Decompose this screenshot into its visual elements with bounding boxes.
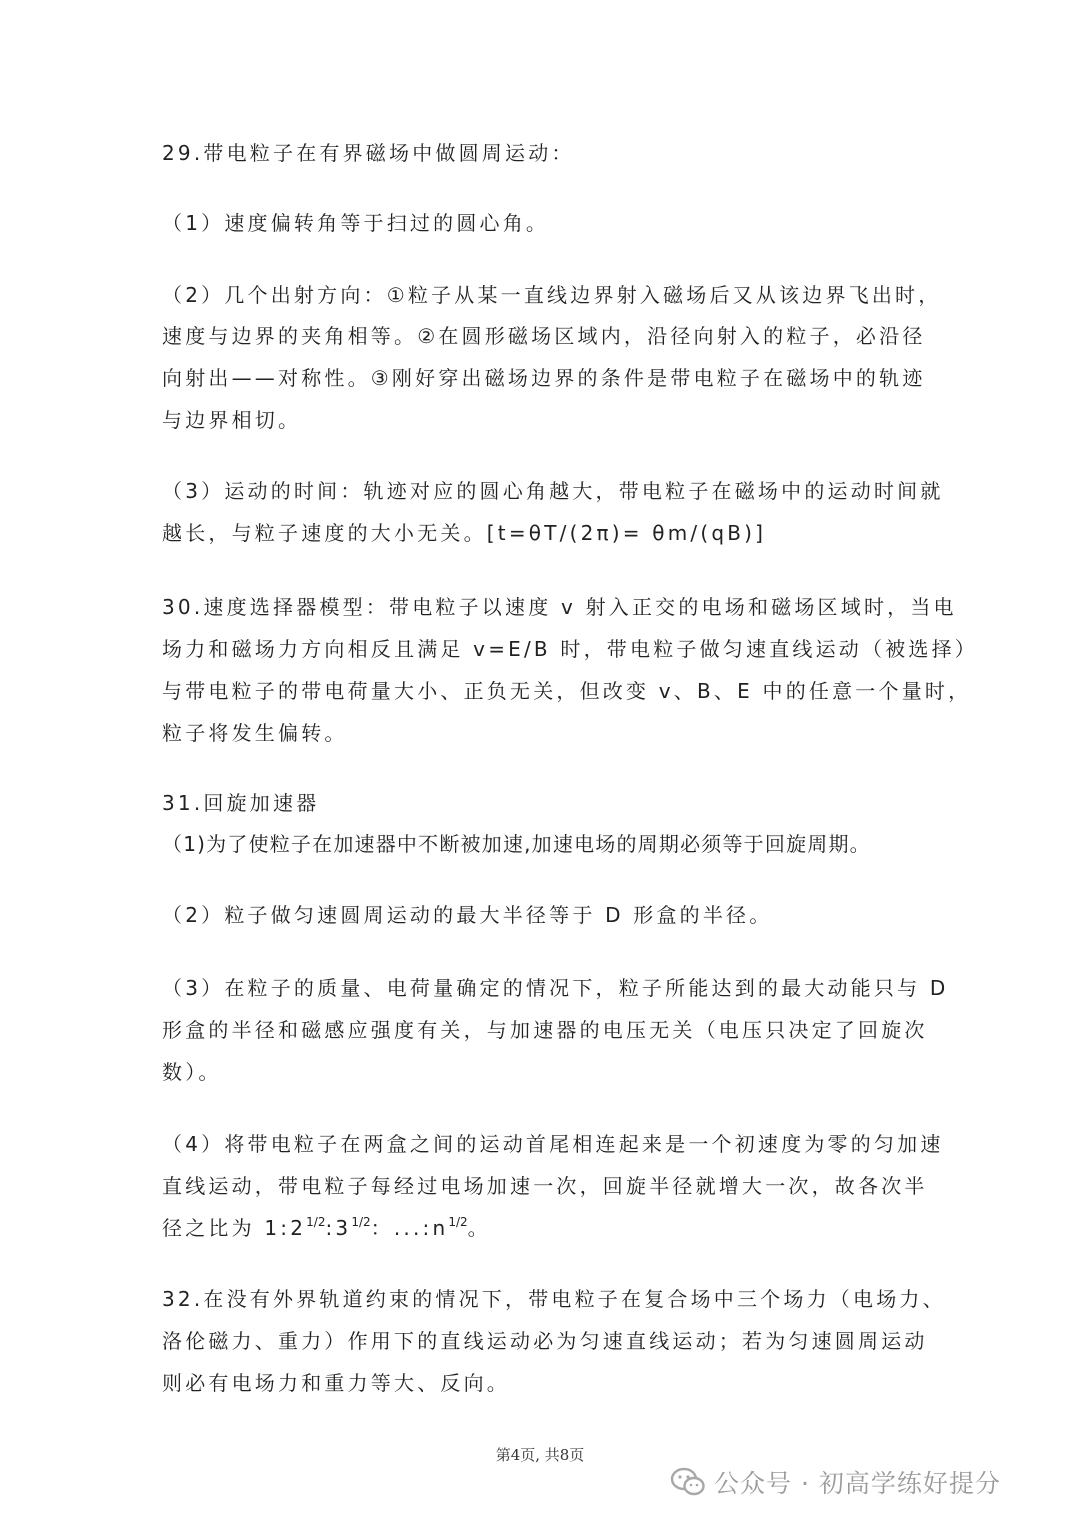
item-31-point-3-line-2: 形盒的半径和磁感应强度有关，与加速器的电压无关（电压只决定了回旋次 <box>162 1018 928 1042</box>
wechat-watermark <box>670 1462 1001 1502</box>
item-29-point-1: （1）速度偏转角等于扫过的圆心角。 <box>162 211 550 235</box>
wechat-icon <box>670 1467 706 1497</box>
item-31-title: 31.回旋加速器 <box>162 791 320 815</box>
item-30-line-1: 30.速度选择器模型：带电粒子以速度 v 射入正交的电场和磁场区域时，当电 <box>162 595 957 619</box>
ratio-text: :3 <box>325 1216 352 1240</box>
ratio-text-start: 径之比为 1:2 <box>162 1216 307 1240</box>
ratio-text: ：...:n <box>370 1216 449 1240</box>
item-30-line-3: 与带电粒子的带电荷量大小、正负无关，但改变 v、B、E 中的任意一个量时， <box>162 679 972 703</box>
item-30-line-2: 场力和磁场力方向相反且满足 v=E/B 时，带电粒子做匀速直线运动（被选择） <box>162 637 979 661</box>
item-29-point-2-line-3: 向射出——对称性。③刚好穿出磁场边界的条件是带电粒子在磁场中的轨迹 <box>162 366 926 390</box>
item-31-point-3-line-3: 数）。 <box>162 1060 222 1084</box>
item-31-point-4-line-1: （4）将带电粒子在两盒之间的运动首尾相连起来是一个初速度为零的匀加速 <box>162 1132 944 1156</box>
item-30-line-4: 粒子将发生偏转。 <box>162 721 348 745</box>
item-31-point-1: （1)为了使粒子在加速器中不断被加速,加速电场的周期必须等于回旋周期。 <box>162 832 871 856</box>
item-29-point-2-line-1: （2）几个出射方向：①粒子从某一直线边界射入磁场后又从该边界飞出时， <box>162 283 942 307</box>
item-31-point-4-line-2: 直线运动，带电粒子每经过电场加速一次，回旋半径就增大一次，故各次半 <box>162 1174 928 1198</box>
exponent: 1/2 <box>306 1215 326 1229</box>
item-31-point-3-line-1: （3）在粒子的质量、电荷量确定的情况下，粒子所能达到的最大动能只与 D <box>162 976 949 1000</box>
exponent: 1/2 <box>351 1215 371 1229</box>
item-32-line-3: 则必有电场力和重力等大、反向。 <box>162 1371 510 1395</box>
item-29-point-2-line-2: 速度与边界的夹角相等。②在圆形磁场区域内，沿径向射入的粒子，必沿径 <box>162 324 926 348</box>
item-31-point-2: （2）粒子做匀速圆周运动的最大半径等于 D 形盒的半径。 <box>162 903 773 927</box>
exponent: 1/2 <box>448 1215 468 1229</box>
item-32-line-2: 洛伦磁力、重力）作用下的直线运动必为匀速直线运动；若为匀速圆周运动 <box>162 1329 928 1353</box>
page-number: 第4页, 共8页 <box>495 1446 585 1464</box>
item-32-line-1: 32.在没有外界轨道约束的情况下，带电粒子在复合场中三个场力（电场力、 <box>162 1287 946 1311</box>
item-29-title: 29.带电粒子在有界磁场中做圆周运动： <box>162 141 575 165</box>
watermark-text: 公众号 · 初高学练好提分 <box>714 1469 1001 1498</box>
item-29-point-3-line-2: 越长，与粒子速度的大小无关。[t=θT/(2π)= θm/(qB)] <box>162 521 767 545</box>
item-29-point-3-line-1: （3）运动的时间：轨迹对应的圆心角越大，带电粒子在磁场中的运动时间就 <box>162 479 944 503</box>
item-29-point-2-line-4: 与边界相切。 <box>162 408 302 432</box>
ratio-text-end: 。 <box>467 1216 491 1240</box>
item-31-point-4-line-3 <box>162 1213 491 1243</box>
